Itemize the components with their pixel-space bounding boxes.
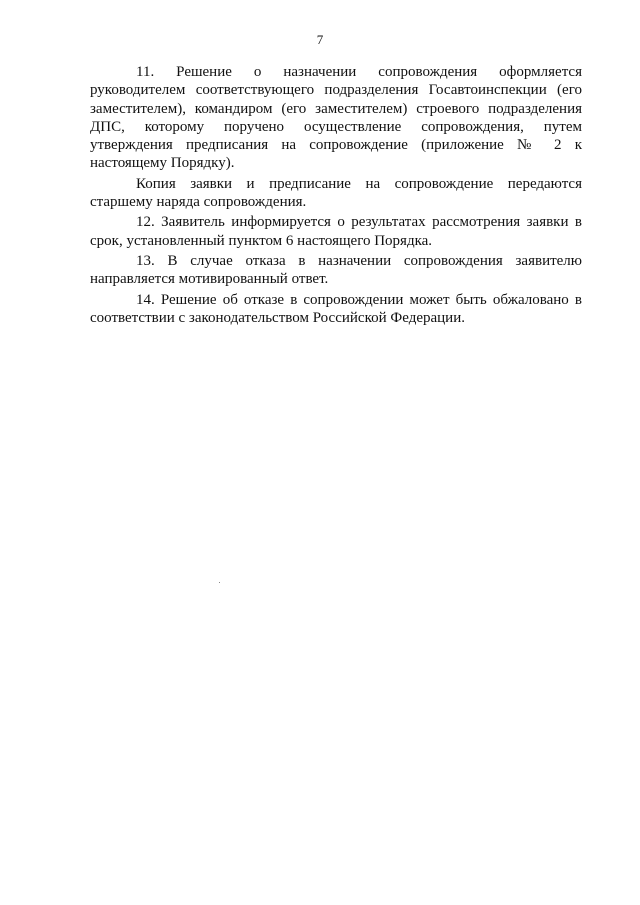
paragraph-11: 11. Решение о назначении сопровождения оформляется руководителем соответствующего подразделения Госавтоинспекции (его заместителем), командиром (его заместителем) строевого подразделения ДПС, которому поручено осуществление сопровождения, путем утверждения предписания на сопровождение (приложение № 2 к настоящему Порядку). — [90, 64, 582, 172]
page-number: 7 — [316, 32, 324, 47]
paragraph-13: 13. В случае отказа в назначении сопровождения заявителю направляется мотивированный ответ. — [90, 252, 582, 288]
scan-speck — [219, 582, 220, 583]
paragraph-14: 14. Решение об отказе в сопровождении может быть обжаловано в соответствии с законодательством Российской Федерации. — [90, 291, 582, 326]
document-body — [90, 63, 582, 327]
paragraph-copy-transfer: Копия заявки и предписание на сопровождение передаются старшему наряда сопровождения. — [90, 175, 582, 211]
paragraph-12: 12. Заявитель информируется о результатах рассмотрения заявки в срок, установленный пунктом 6 настоящего Порядка. — [90, 214, 582, 249]
